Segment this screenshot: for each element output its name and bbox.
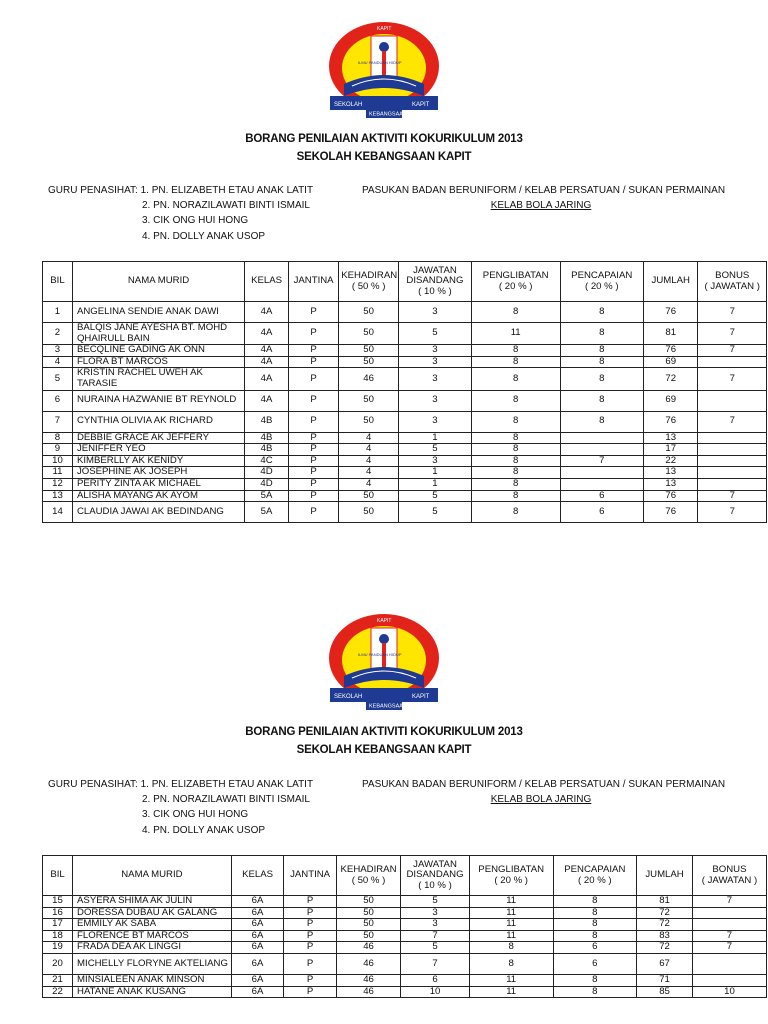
- cell-bil: 15: [43, 896, 73, 908]
- cell-jumlah: 13: [643, 478, 698, 490]
- svg-text:SEKOLAH: SEKOLAH: [334, 102, 363, 108]
- cell-jawatan: 3: [399, 455, 472, 467]
- cell-kelas: 6A: [231, 974, 284, 986]
- cell-jumlah: 83: [637, 930, 693, 942]
- cell-bonus: 7: [698, 345, 767, 357]
- cell-kehadiran: 50: [336, 930, 400, 942]
- header-bonus: BONUS ( JAWATAN ): [698, 262, 767, 302]
- cell-jawatan: 10: [401, 986, 470, 998]
- header-kehadiran: KEHADIRAN ( 50 % ): [339, 262, 399, 302]
- header-jantina: JANTINA: [284, 856, 337, 896]
- cell-bil: 21: [43, 974, 73, 986]
- cell-jantina: P: [284, 986, 337, 998]
- cell-jantina: P: [288, 467, 338, 479]
- cell-nama-murid: PERITY ZINTA AK MICHAEL: [72, 478, 244, 490]
- header-jawatan: JAWATAN DISANDANG ( 10 % ): [399, 262, 472, 302]
- table-row: [43, 930, 767, 942]
- cell-kelas: 6A: [231, 896, 284, 908]
- cell-kelas: 4A: [245, 390, 289, 411]
- form-title: BORANG PENILAIAN AKTIVITI KOKURIKULUM 2013: [245, 133, 523, 145]
- cell-jawatan: 1: [399, 478, 472, 490]
- cell-bonus: 7: [692, 930, 766, 942]
- cell-pencapaian: 6: [553, 942, 637, 954]
- cell-bonus: 10: [692, 986, 766, 998]
- cell-kehadiran: 50: [339, 345, 399, 357]
- svg-text:KAPIT: KAPIT: [377, 618, 392, 624]
- cell-jantina: P: [288, 478, 338, 490]
- table-row: [43, 302, 767, 323]
- cell-bil: 5: [43, 368, 73, 390]
- cell-pencapaian: 6: [560, 502, 643, 523]
- pasukan: [362, 183, 725, 213]
- cell-kehadiran: 4: [339, 432, 399, 444]
- pasukan-label: PASUKAN BADAN BERUNIFORM / KELAB PERSATUAN / SUKAN PERMAINAN: [362, 779, 726, 790]
- svg-text:KAPIT: KAPIT: [377, 26, 392, 32]
- cell-bonus: 7: [698, 502, 767, 523]
- cell-kehadiran: 50: [339, 356, 399, 368]
- cell-bonus: [698, 467, 767, 479]
- cell-bil: 13: [43, 490, 73, 502]
- svg-text:ILMU PANDUAN HIDUP: ILMU PANDUAN HIDUP: [358, 60, 402, 65]
- cell-bonus: [698, 432, 767, 444]
- cell-pencapaian: 8: [560, 356, 643, 368]
- header-pencapaian: PENCAPAIAN ( 20 % ): [560, 262, 643, 302]
- table-row: [43, 345, 767, 357]
- cell-nama-murid: ANGELINA SENDIE ANAK DAWI: [72, 302, 244, 323]
- cell-nama-murid: ALISHA MAYANG AK AYOM: [72, 490, 244, 502]
- cell-penglibatan: 11: [469, 974, 553, 986]
- pasukan-label: PASUKAN BADAN BERUNIFORM / KELAB PERSATUAN / SUKAN PERMAINAN: [362, 185, 726, 196]
- cell-kehadiran: 46: [336, 953, 400, 974]
- cell-jumlah: 69: [643, 390, 698, 411]
- svg-text:KEBANGSAAN: KEBANGSAAN: [369, 703, 407, 710]
- cell-jumlah: 67: [637, 953, 693, 974]
- guru-line: 3. CIK ONG HUI HONG: [142, 809, 249, 821]
- cell-pencapaian: 8: [560, 390, 643, 411]
- table-row: [43, 444, 767, 456]
- cell-jawatan: 7: [401, 953, 470, 974]
- cell-jantina: P: [288, 502, 338, 523]
- cell-jawatan: 3: [401, 907, 470, 919]
- cell-pencapaian: [560, 432, 643, 444]
- cell-jumlah: 76: [643, 411, 698, 432]
- header-jawatan: JAWATAN DISANDANG ( 10 % ): [401, 856, 470, 896]
- club-name: KELAB BOLA JARING: [490, 794, 592, 806]
- header-bil: BIL: [43, 856, 73, 896]
- cell-penglibatan: 8: [471, 490, 560, 502]
- cell-pencapaian: 8: [560, 323, 643, 345]
- cell-penglibatan: 8: [471, 356, 560, 368]
- cell-jantina: P: [284, 974, 337, 986]
- cell-bil: 4: [43, 356, 73, 368]
- cell-bonus: 7: [692, 942, 766, 954]
- cell-jawatan: 5: [399, 323, 472, 345]
- cell-nama-murid: CYNTHIA OLIVIA AK RICHARD: [72, 411, 244, 432]
- cell-pencapaian: 6: [560, 490, 643, 502]
- cell-kelas: 6A: [231, 930, 284, 942]
- cell-kelas: 6A: [231, 953, 284, 974]
- cell-jawatan: 5: [399, 502, 472, 523]
- cell-jumlah: 76: [643, 502, 698, 523]
- cell-jawatan: 3: [399, 356, 472, 368]
- cell-bil: 12: [43, 478, 73, 490]
- cell-kelas: 4B: [245, 444, 289, 456]
- guru-label: GURU PENASIHAT: 1. PN. ELIZABETH ETAU ANAK LATIT: [48, 779, 314, 790]
- cell-penglibatan: 8: [471, 444, 560, 456]
- cell-bil: 16: [43, 907, 73, 919]
- cell-penglibatan: 8: [469, 953, 553, 974]
- table-row: [43, 356, 767, 368]
- cell-bonus: [692, 919, 766, 931]
- table-row: [43, 896, 767, 908]
- cell-jantina: P: [284, 942, 337, 954]
- header-jumlah: JUMLAH: [643, 262, 698, 302]
- cell-pencapaian: 8: [553, 986, 637, 998]
- svg-text:KAPIT: KAPIT: [412, 694, 430, 700]
- school-name: SEKOLAH KEBANGSAAN KAPIT: [296, 151, 472, 163]
- cell-penglibatan: 8: [471, 467, 560, 479]
- cell-pencapaian: 8: [553, 896, 637, 908]
- cell-jumlah: 17: [643, 444, 698, 456]
- cell-pencapaian: 8: [553, 907, 637, 919]
- cell-kelas: 4A: [245, 368, 289, 390]
- cell-bonus: [692, 974, 766, 986]
- table-row: [43, 390, 767, 411]
- cell-pencapaian: 8: [560, 368, 643, 390]
- cell-bil: 10: [43, 455, 73, 467]
- header-pencapaian: PENCAPAIAN ( 20 % ): [553, 856, 637, 896]
- cell-penglibatan: 11: [471, 323, 560, 345]
- cell-jantina: P: [284, 953, 337, 974]
- cell-jawatan: 3: [399, 302, 472, 323]
- table-row: [43, 907, 767, 919]
- cell-jantina: P: [284, 896, 337, 908]
- cell-kelas: 4C: [245, 455, 289, 467]
- school-name: SEKOLAH KEBANGSAAN KAPIT: [296, 744, 472, 756]
- cell-kelas: 4B: [245, 411, 289, 432]
- cell-kelas: 4D: [245, 467, 289, 479]
- cell-jumlah: 76: [643, 302, 698, 323]
- cell-bonus: 7: [698, 302, 767, 323]
- cell-kehadiran: 50: [336, 896, 400, 908]
- cell-nama-murid: DORESSA DUBAU AK GALANG: [73, 907, 232, 919]
- cell-nama-murid: EMMILY AK SABA: [73, 919, 232, 931]
- cell-jantina: P: [288, 356, 338, 368]
- guru-label: GURU PENASIHAT: 1. PN. ELIZABETH ETAU ANAK LATIT: [48, 185, 314, 196]
- cell-bil: 22: [43, 986, 73, 998]
- score-table-2: [42, 855, 767, 998]
- cell-pencapaian: 8: [553, 930, 637, 942]
- cell-kehadiran: 50: [336, 919, 400, 931]
- cell-kehadiran: 4: [339, 478, 399, 490]
- cell-bil: 8: [43, 432, 73, 444]
- cell-kehadiran: 50: [339, 490, 399, 502]
- cell-jawatan: 3: [399, 411, 472, 432]
- header-jumlah: JUMLAH: [637, 856, 693, 896]
- cell-jumlah: 22: [643, 455, 698, 467]
- cell-kelas: 6A: [231, 907, 284, 919]
- cell-jantina: P: [288, 345, 338, 357]
- cell-kelas: 4A: [245, 356, 289, 368]
- table-row: [43, 942, 767, 954]
- header-penglibatan: PENGLIBATAN ( 20 % ): [471, 262, 560, 302]
- cell-nama-murid: DEBBIE GRACE AK JEFFERY: [72, 432, 244, 444]
- header-kelas: KELAS: [231, 856, 284, 896]
- cell-pencapaian: 7: [560, 455, 643, 467]
- school-logo: [322, 18, 446, 118]
- cell-pencapaian: [560, 467, 643, 479]
- cell-penglibatan: 11: [469, 986, 553, 998]
- cell-jumlah: 72: [637, 919, 693, 931]
- cell-jantina: P: [288, 490, 338, 502]
- cell-penglibatan: 8: [471, 478, 560, 490]
- cell-kelas: 4A: [245, 323, 289, 345]
- cell-nama-murid: KIMBERLLY AK KENIDY: [72, 455, 244, 467]
- cell-penglibatan: 11: [469, 907, 553, 919]
- guru-line: 3. CIK ONG HUI HONG: [142, 215, 249, 227]
- form-title: BORANG PENILAIAN AKTIVITI KOKURIKULUM 2013: [245, 726, 523, 738]
- cell-bil: 3: [43, 345, 73, 357]
- cell-penglibatan: 11: [469, 896, 553, 908]
- cell-nama-murid: BECQLINE GADING AK ONN: [72, 345, 244, 357]
- cell-pencapaian: 6: [553, 953, 637, 974]
- svg-text:KAPIT: KAPIT: [412, 102, 430, 108]
- cell-jumlah: 85: [637, 986, 693, 998]
- cell-jumlah: 13: [643, 467, 698, 479]
- cell-kelas: 5A: [245, 502, 289, 523]
- cell-jumlah: 71: [637, 974, 693, 986]
- table-row: [43, 986, 767, 998]
- cell-kehadiran: 4: [339, 455, 399, 467]
- cell-bil: 7: [43, 411, 73, 432]
- cell-bonus: 7: [698, 323, 767, 345]
- cell-kehadiran: 50: [336, 907, 400, 919]
- cell-pencapaian: [560, 444, 643, 456]
- cell-jantina: P: [288, 444, 338, 456]
- svg-text:KEBANGSAAN: KEBANGSAAN: [369, 111, 407, 118]
- cell-bonus: [692, 953, 766, 974]
- table-row: [43, 478, 767, 490]
- guru-line: 2. PN. NORAZILAWATI BINTI ISMAIL: [142, 200, 310, 212]
- cell-kelas: 4B: [245, 432, 289, 444]
- school-logo: [322, 610, 446, 710]
- guru-line: 2. PN. NORAZILAWATI BINTI ISMAIL: [142, 794, 310, 806]
- cell-bil: 11: [43, 467, 73, 479]
- table-row: [43, 953, 767, 974]
- table-row: [43, 432, 767, 444]
- cell-penglibatan: 8: [471, 368, 560, 390]
- cell-jumlah: 81: [637, 896, 693, 908]
- cell-jumlah: 69: [643, 356, 698, 368]
- cell-kehadiran: 50: [339, 302, 399, 323]
- guru-penasihat: [48, 183, 313, 244]
- guru-line: 4. PN. DOLLY ANAK USOP: [142, 824, 266, 836]
- cell-nama-murid: MINSIALEEN ANAK MINSON: [73, 974, 232, 986]
- header-penglibatan: PENGLIBATAN ( 20 % ): [469, 856, 553, 896]
- cell-jumlah: 72: [637, 942, 693, 954]
- header-kelas: KELAS: [245, 262, 289, 302]
- cell-pencapaian: 8: [553, 919, 637, 931]
- table-row: [43, 502, 767, 523]
- table-row: [43, 411, 767, 432]
- cell-nama-murid: FLORA BT MARCOS: [72, 356, 244, 368]
- guru-penasihat: [48, 777, 313, 838]
- table-row: [43, 974, 767, 986]
- cell-jawatan: 3: [399, 345, 472, 357]
- guru-line: 4. PN. DOLLY ANAK USOP: [142, 230, 266, 242]
- cell-kelas: 6A: [231, 942, 284, 954]
- cell-bonus: 7: [692, 896, 766, 908]
- cell-kehadiran: 46: [336, 974, 400, 986]
- cell-bonus: [698, 478, 767, 490]
- cell-bil: 18: [43, 930, 73, 942]
- cell-jawatan: 3: [399, 368, 472, 390]
- table-row: [43, 919, 767, 931]
- cell-jantina: P: [288, 455, 338, 467]
- cell-kehadiran: 4: [339, 444, 399, 456]
- club-name: KELAB BOLA JARING: [490, 200, 592, 212]
- header-jantina: JANTINA: [288, 262, 338, 302]
- cell-nama-murid: FRADA DEA AK LINGGI: [73, 942, 232, 954]
- table-row: [43, 368, 767, 390]
- svg-text:SEKOLAH: SEKOLAH: [334, 694, 363, 700]
- cell-jantina: P: [288, 390, 338, 411]
- cell-jumlah: 13: [643, 432, 698, 444]
- cell-kehadiran: 4: [339, 467, 399, 479]
- header-bonus: BONUS ( JAWATAN ): [692, 856, 766, 896]
- cell-kehadiran: 50: [339, 411, 399, 432]
- cell-jawatan: 6: [401, 974, 470, 986]
- cell-penglibatan: 8: [471, 432, 560, 444]
- table-row: [43, 323, 767, 345]
- header-nama: NAMA MURID: [72, 262, 244, 302]
- cell-jantina: P: [288, 368, 338, 390]
- cell-jawatan: 5: [401, 942, 470, 954]
- header-kehadiran: KEHADIRAN ( 50 % ): [336, 856, 400, 896]
- svg-text:ILMU PANDUAN HIDUP: ILMU PANDUAN HIDUP: [358, 652, 402, 657]
- cell-bil: 19: [43, 942, 73, 954]
- cell-kelas: 6A: [231, 986, 284, 998]
- cell-nama-murid: MICHELLY FLORYNE AKTELIANG: [73, 953, 232, 974]
- cell-kehadiran: 50: [339, 323, 399, 345]
- cell-jawatan: 3: [401, 919, 470, 931]
- cell-kehadiran: 46: [336, 942, 400, 954]
- cell-nama-murid: JENIFFER YEO: [72, 444, 244, 456]
- cell-penglibatan: 8: [471, 302, 560, 323]
- cell-jantina: P: [288, 323, 338, 345]
- cell-penglibatan: 11: [469, 919, 553, 931]
- cell-nama-murid: KRISTIN RACHEL UWEH AK TARASIE: [72, 368, 244, 390]
- cell-jantina: P: [288, 411, 338, 432]
- cell-jawatan: 5: [401, 896, 470, 908]
- cell-jumlah: 72: [643, 368, 698, 390]
- cell-bonus: [698, 356, 767, 368]
- pasukan: [362, 777, 725, 807]
- cell-pencapaian: 8: [560, 302, 643, 323]
- cell-jumlah: 76: [643, 345, 698, 357]
- cell-jawatan: 1: [399, 467, 472, 479]
- cell-bonus: 7: [698, 368, 767, 390]
- cell-penglibatan: 8: [469, 942, 553, 954]
- cell-nama-murid: BALQIS JANE AYESHA BT. MOHD QHAIRULL BAIN: [72, 323, 244, 345]
- table-row: [43, 490, 767, 502]
- cell-kelas: 6A: [231, 919, 284, 931]
- cell-nama-murid: HATANE ANAK KUSANG: [73, 986, 232, 998]
- cell-bil: 6: [43, 390, 73, 411]
- cell-jumlah: 81: [643, 323, 698, 345]
- cell-bonus: [698, 390, 767, 411]
- cell-nama-murid: NURAINA HAZWANIE BT REYNOLD: [72, 390, 244, 411]
- cell-jawatan: 5: [399, 490, 472, 502]
- cell-jumlah: 76: [643, 490, 698, 502]
- cell-bonus: 7: [698, 490, 767, 502]
- cell-kehadiran: 46: [339, 368, 399, 390]
- cell-nama-murid: FLORENCE BT MARCOS: [73, 930, 232, 942]
- cell-bil: 17: [43, 919, 73, 931]
- cell-kelas: 5A: [245, 490, 289, 502]
- score-table-1: [42, 261, 767, 523]
- cell-pencapaian: 8: [560, 345, 643, 357]
- cell-bil: 1: [43, 302, 73, 323]
- cell-penglibatan: 8: [471, 455, 560, 467]
- cell-jumlah: 72: [637, 907, 693, 919]
- cell-jantina: P: [288, 432, 338, 444]
- cell-bil: 14: [43, 502, 73, 523]
- cell-penglibatan: 8: [471, 390, 560, 411]
- cell-jantina: P: [288, 302, 338, 323]
- cell-bonus: [698, 444, 767, 456]
- cell-kelas: 4D: [245, 478, 289, 490]
- table-row: [43, 467, 767, 479]
- cell-kehadiran: 50: [339, 390, 399, 411]
- cell-nama-murid: CLAUDIA JAWAI AK BEDINDANG: [72, 502, 244, 523]
- header-bil: BIL: [43, 262, 73, 302]
- cell-bonus: [698, 455, 767, 467]
- cell-penglibatan: 11: [469, 930, 553, 942]
- cell-jantina: P: [284, 930, 337, 942]
- cell-jantina: P: [284, 919, 337, 931]
- cell-jawatan: 5: [399, 444, 472, 456]
- cell-bil: 9: [43, 444, 73, 456]
- header-nama: NAMA MURID: [73, 856, 232, 896]
- cell-kelas: 4A: [245, 345, 289, 357]
- cell-kehadiran: 46: [336, 986, 400, 998]
- cell-bil: 2: [43, 323, 73, 345]
- cell-jantina: P: [284, 907, 337, 919]
- cell-penglibatan: 8: [471, 411, 560, 432]
- cell-jawatan: 7: [401, 930, 470, 942]
- cell-nama-murid: ASYERA SHIMA AK JULIN: [73, 896, 232, 908]
- cell-jawatan: 1: [399, 432, 472, 444]
- table-row: [43, 455, 767, 467]
- cell-pencapaian: [560, 478, 643, 490]
- cell-jawatan: 3: [399, 390, 472, 411]
- cell-bonus: 7: [698, 411, 767, 432]
- cell-pencapaian: 8: [560, 411, 643, 432]
- cell-pencapaian: 8: [553, 974, 637, 986]
- cell-bonus: [692, 907, 766, 919]
- cell-penglibatan: 8: [471, 345, 560, 357]
- cell-kelas: 4A: [245, 302, 289, 323]
- cell-kehadiran: 50: [339, 502, 399, 523]
- cell-nama-murid: JOSEPHINE AK JOSEPH: [72, 467, 244, 479]
- cell-penglibatan: 8: [471, 502, 560, 523]
- cell-bil: 20: [43, 953, 73, 974]
